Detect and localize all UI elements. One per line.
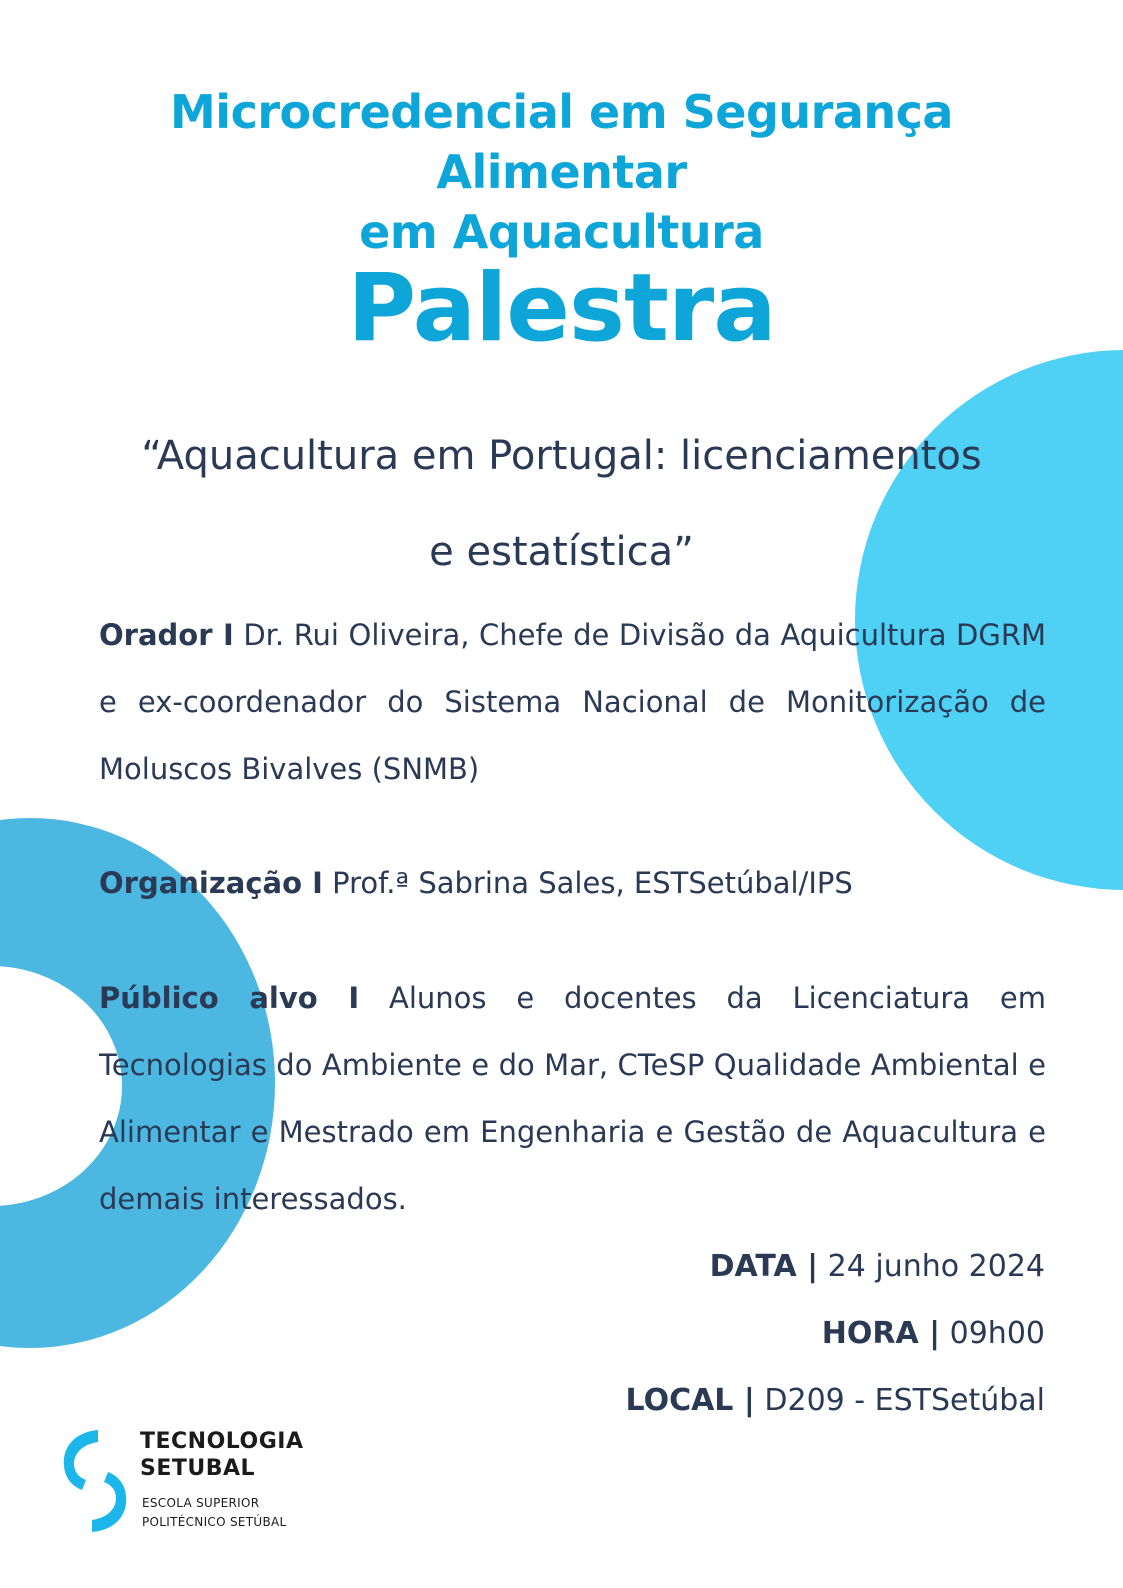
talk-title-line2: e estatística” xyxy=(429,529,694,575)
speaker-label: Orador I xyxy=(99,618,234,652)
time-value: 09h00 xyxy=(949,1316,1045,1351)
institution-subtitle-line1: ESCOLA SUPERIOR xyxy=(142,1496,260,1510)
event-type-heading: Palestra xyxy=(347,254,776,363)
institution-name-line2: SETUBAL xyxy=(140,1456,256,1481)
institution-subtitle-line2: POLITÉCNICO SETÚBAL xyxy=(142,1515,287,1529)
location-value: D209 - ESTSetúbal xyxy=(764,1383,1045,1418)
program-title xyxy=(40,82,1083,262)
audience-paragraph xyxy=(99,965,1046,1233)
program-title-line1: Microcredencial em Segurança Alimentar xyxy=(170,85,953,199)
time-label: HORA | xyxy=(821,1316,941,1351)
organization-paragraph xyxy=(99,850,1046,917)
institution-name xyxy=(140,1428,304,1482)
organization-text: Prof.ª Sabrina Sales, ESTSetúbal/IPS xyxy=(332,866,853,900)
audience-text: Alunos e docentes da Licenciatura em Tecnologias do Ambiente e do Mar, CTeSP Qualidade Ambiental e Alimentar e Mestrado em Engenharia e Gestão de Aquacultura e demais interessados. xyxy=(99,981,1046,1216)
date-line xyxy=(710,1247,1045,1287)
organization-label: Organização I xyxy=(99,866,323,900)
time-line xyxy=(822,1314,1045,1354)
speaker-text: Dr. Rui Oliveira, Chefe de Divisão da Aquicultura DGRM e ex-coordenador do Sistema Nacional de Monitorização de Moluscos Bivalves (SNMB) xyxy=(99,618,1046,786)
talk-title xyxy=(40,408,1083,600)
institution-subtitle xyxy=(142,1494,287,1532)
date-value: 24 junho 2024 xyxy=(827,1249,1045,1284)
institution-logo-icon xyxy=(58,1426,132,1536)
program-title-line2: em Aquacultura xyxy=(359,205,764,259)
institution-name-line1: TECNOLOGIA xyxy=(140,1429,304,1454)
audience-label: Público alvo I xyxy=(99,981,360,1015)
location-label: LOCAL | xyxy=(625,1383,755,1418)
speaker-paragraph xyxy=(99,602,1046,803)
talk-title-line1: “Aquacultura em Portugal: licenciamentos xyxy=(141,433,982,479)
location-line xyxy=(626,1381,1045,1421)
date-label: DATA | xyxy=(709,1249,819,1284)
